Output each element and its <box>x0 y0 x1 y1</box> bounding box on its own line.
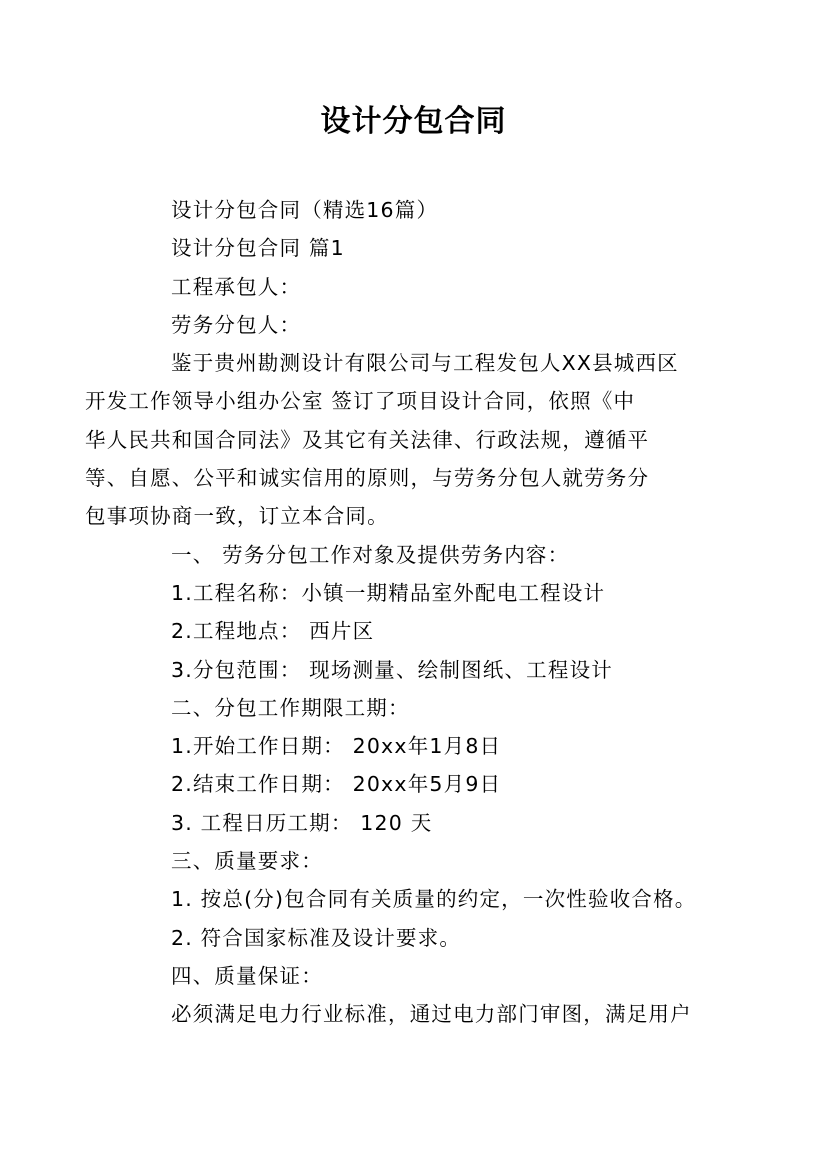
text-line: 二、分包工作期限工期： <box>171 695 410 720</box>
text-line: 3.分包范围： 现场测量、绘制图纸、工程设计 <box>171 657 613 682</box>
text-line: 设计分包合同（精选16篇） <box>171 198 439 222</box>
text-line: 开发工作领导小组办公室 签订了项目设计合同，依照《中 <box>85 389 636 414</box>
text-line: 等、自愿、公平和诚实信用的原则，与劳务分包人就劳务分 <box>85 466 650 491</box>
text-line: 劳务分包人： <box>171 312 302 337</box>
paragraph <box>128 612 718 650</box>
text-line: 2.工程地点： 西片区 <box>171 619 375 644</box>
paragraph <box>128 842 718 880</box>
paragraph <box>128 191 718 229</box>
text-line: 3. 工程日历工期： 120 天 <box>171 810 433 835</box>
paragraph <box>128 727 718 765</box>
text-line: 工程承包人： <box>171 274 302 299</box>
text-line: 设计分包合同 篇1 <box>171 236 345 261</box>
paragraph <box>128 268 718 306</box>
paragraph <box>128 957 718 995</box>
text-line: 三、质量要求： <box>171 849 323 874</box>
text-line: 四、质量保证： <box>171 963 323 988</box>
paragraph <box>128 880 718 918</box>
text-line: 2.结束工作日期： 20xx年5月9日 <box>171 772 502 797</box>
paragraph <box>128 229 718 267</box>
text-line: 包事项协商一致，订立本合同。 <box>85 504 389 529</box>
paragraph <box>128 995 718 1033</box>
paragraph <box>128 574 718 612</box>
document-title: 设计分包合同 <box>320 104 507 139</box>
paragraph <box>128 919 718 957</box>
text-line: 一、 劳务分包工作对象及提供劳务内容： <box>171 542 570 567</box>
text-line: 2. 符合国家标准及设计要求。 <box>171 925 462 950</box>
document-body <box>85 191 718 1034</box>
paragraph <box>128 651 718 689</box>
text-line: 1.工程名称：小镇一期精品室外配电工程设计 <box>171 580 606 605</box>
text-line: 1.开始工作日期： 20xx年1月8日 <box>171 734 502 759</box>
paragraph <box>128 765 718 803</box>
text-line: 华人民共和国合同法》及其它有关法律、行政法规，遵循平 <box>85 427 650 452</box>
paragraph <box>128 306 718 344</box>
paragraph <box>85 344 718 535</box>
paragraph <box>128 804 718 842</box>
paragraph <box>128 536 718 574</box>
text-line: 1. 按总(分)包合同有关质量的约定，一次性验收合格。 <box>171 887 697 912</box>
text-line: 鉴于贵州勘测设计有限公司与工程发包人XX县城西区 <box>171 351 679 376</box>
text-line: 必须满足电力行业标准，通过电力部门审图，满足用户 <box>171 1002 692 1027</box>
paragraph <box>128 689 718 727</box>
